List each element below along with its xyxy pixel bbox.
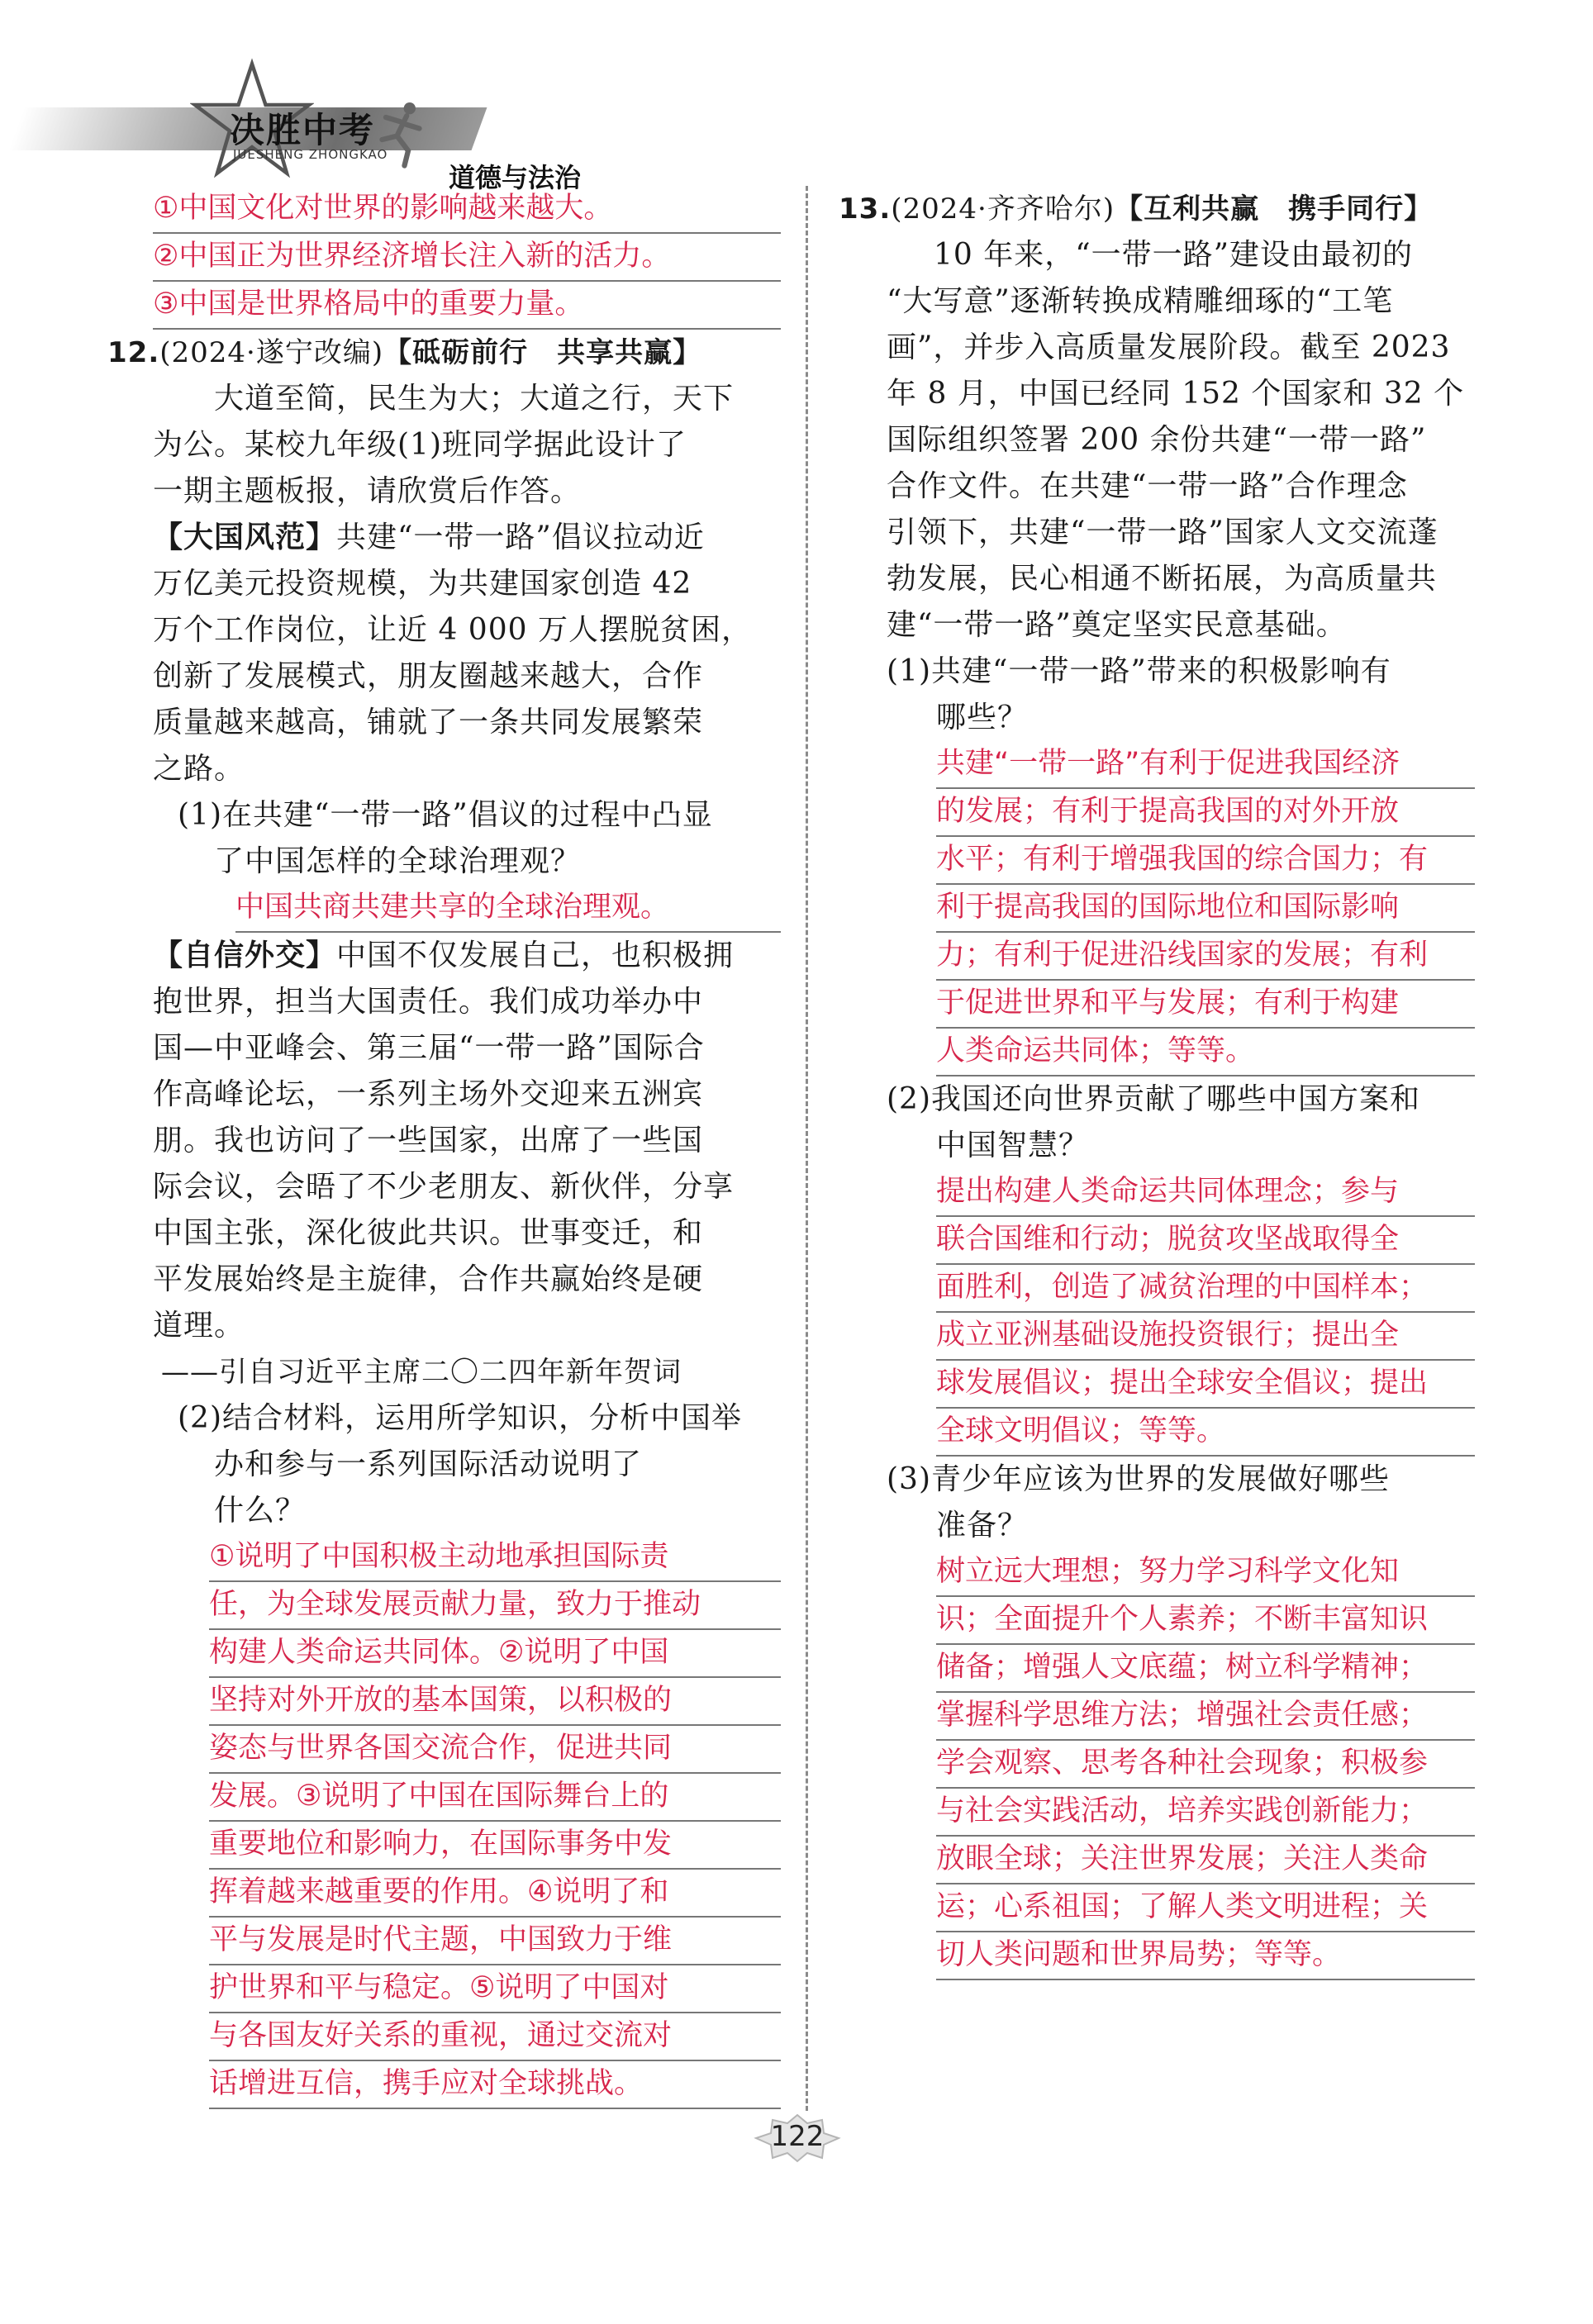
section-line: 万个工作岗位，让近 4 000 万人摆脱贫困， <box>153 613 752 647</box>
sub-question: 了中国怎样的全球治理观？ <box>214 844 582 878</box>
section-line: 万亿美元投资规模，为共建国家创造 42 <box>153 567 692 601</box>
answer-line: 识；全面提升个人素养；不断丰富知识 <box>936 1597 1475 1645</box>
section-text: 共建“一带一路”倡议拉动近 <box>336 520 705 554</box>
answer-line: 全球文明倡议；等等。 <box>936 1409 1475 1457</box>
answer-line: 树立远大理想；努力学习科学文化知 <box>936 1549 1475 1597</box>
answer-line: 发展。③说明了中国在国际舞台上的 <box>209 1774 781 1822</box>
intro-line: 建“一带一路”奠定坚实民意基础。 <box>887 608 1347 642</box>
answer-line: ①中国文化对世界的影响越来越大。 <box>153 186 781 234</box>
answer-line: 学会观察、思考各种社会现象；积极参 <box>936 1741 1475 1789</box>
brand-title: 决胜中考 <box>230 110 376 150</box>
citation: ——引自习近平主席二〇二四年新年贺词 <box>161 1356 682 1389</box>
intro-line: 引领下，共建“一带一路”国家人文交流蓬 <box>887 516 1438 549</box>
section-line: 创新了发展模式，朋友圈越来越大，合作 <box>153 659 704 693</box>
answer-line: 平与发展是时代主题，中国致力于维 <box>209 1918 781 1965</box>
section-line: 中国主张，深化彼此共识。世事变迁，和 <box>153 1216 704 1250</box>
question-13-title <box>839 186 1475 232</box>
sub-question: (2)结合材料，运用所学知识，分析中国举 <box>178 1401 742 1435</box>
section-tag: 【大国风范】 <box>153 520 337 554</box>
section-text: 中国不仅发展自己，也积极拥 <box>336 939 735 972</box>
answer-line: 话增进互信，携手应对全球挑战。 <box>209 2061 781 2109</box>
answer-line: 联合国维和行动；脱贫攻坚战取得全 <box>936 1217 1475 1265</box>
section-line <box>153 515 781 561</box>
intro-line: 合作文件。在共建“一带一路”合作理念 <box>887 469 1408 503</box>
page-header <box>0 50 1593 193</box>
runner-icon <box>364 95 438 169</box>
brand-pinyin: JUESHENG ZHONGKAO <box>233 147 388 162</box>
intro-line: 大道至简，民生为大；大道之行，天下 <box>214 382 735 416</box>
question-theme: 【互利共赢 携手同行】 <box>1115 192 1434 226</box>
section-tag: 【自信外交】 <box>153 939 337 972</box>
sub-question: 办和参与一系列国际活动说明了 <box>214 1447 643 1481</box>
answer-line: 姿态与世界各国交流合作，促进共同 <box>209 1726 781 1774</box>
section-line: 平发展始终是主旋律，合作共赢始终是硬 <box>153 1262 704 1296</box>
section-line: 质量越来越高，铺就了一条共同发展繁荣 <box>153 706 704 739</box>
answer-line: 利于提高我国的国际地位和国际影响 <box>936 885 1475 933</box>
answer-line: 掌握科学思维方法；增强社会责任感； <box>936 1693 1475 1741</box>
question-source: (2024·遂宁改编) <box>159 336 384 369</box>
intro-line: 勃发展，民心相通不断拓展，为高质量共 <box>887 562 1438 596</box>
sub-question: 准备？ <box>936 1509 1029 1542</box>
answer-line: ②中国正为世界经济增长注入新的活力。 <box>153 234 781 282</box>
sub-question: (3)青少年应该为世界的发展做好哪些 <box>887 1462 1390 1496</box>
column-divider <box>806 186 808 2111</box>
question-12-title <box>107 330 781 376</box>
intro-line: 一期主题板报，请欣赏后作答。 <box>153 474 582 508</box>
answer-line: 的发展；有利于提高我国的对外开放 <box>936 789 1475 837</box>
answer-line: 球发展倡议；提出全球安全倡议；提出 <box>936 1361 1475 1409</box>
question-number: 12. <box>107 336 160 369</box>
answer-line: 与各国友好关系的重视，通过交流对 <box>209 2013 781 2061</box>
subject-title: 道德与法治 <box>449 162 582 193</box>
sub-question: 中国智慧？ <box>936 1129 1090 1162</box>
section-line: 国—中亚峰会、第三届“一带一路”国际合 <box>153 1031 705 1065</box>
answer-line: 与社会实践活动，培养实践创新能力； <box>936 1789 1475 1837</box>
sub-question: 哪些？ <box>936 701 1029 734</box>
intro-line: 10 年来，“一带一路”建设由最初的 <box>934 238 1414 272</box>
intro-line: 国际组织签署 200 余份共建“一带一路” <box>887 423 1427 457</box>
section-line: 作高峰论坛，一系列主场外交迎来五洲宾 <box>153 1077 704 1111</box>
section-line: 抱世界，担当大国责任。我们成功举办中 <box>153 985 704 1019</box>
answer-line: ③中国是世界格局中的重要力量。 <box>153 282 781 330</box>
page-number <box>748 2113 847 2163</box>
answer-line: 坚持对外开放的基本国策，以积极的 <box>209 1678 781 1726</box>
answer-line: 水平；有利于增强我国的综合国力；有 <box>936 837 1475 885</box>
answer-line: 力；有利于促进沿线国家的发展；有利 <box>936 933 1475 981</box>
intro-line: 年 8 月，中国已经同 152 个国家和 32 个 <box>887 377 1465 411</box>
answer-line: 中国共商共建共享的全球治理观。 <box>235 885 781 933</box>
answer-line: 挥着越来越重要的作用。④说明了和 <box>209 1870 781 1918</box>
section-line: 际会议，会晤了不少老朋友、新伙伴，分享 <box>153 1170 735 1204</box>
sub-question: 什么？ <box>214 1494 307 1528</box>
intro-line: 画”，并步入高质量发展阶段。截至 2023 <box>887 330 1451 364</box>
question-source: (2024·齐齐哈尔) <box>891 192 1115 226</box>
answer-line: 共建“一带一路”有利于促进我国经济 <box>936 741 1475 789</box>
sub-question: (1)共建“一带一路”带来的积极影响有 <box>887 654 1391 688</box>
answer-line: 成立亚洲基础设施投资银行；提出全 <box>936 1313 1475 1361</box>
answer-line: 放眼全球；关注世界发展；关注人类命 <box>936 1837 1475 1884</box>
answer-line: ①说明了中国积极主动地承担国际责 <box>209 1534 781 1582</box>
intro-line: “大写意”逐渐转换成精雕细琢的“工笔 <box>887 284 1394 318</box>
page-number-text: 122 <box>770 2120 825 2153</box>
section-line: 朋。我也访问了一些国家，出席了一些国 <box>153 1124 704 1157</box>
right-column <box>839 186 1475 1980</box>
question-number: 13. <box>839 192 892 226</box>
answer-line: 构建人类命运共同体。②说明了中国 <box>209 1630 781 1678</box>
sub-question: (1)在共建“一带一路”倡议的过程中凸显 <box>178 798 713 832</box>
answer-line: 护世界和平与稳定。⑤说明了中国对 <box>209 1965 781 2013</box>
left-column <box>107 186 781 2109</box>
answer-line: 储备；增强人文底蕴；树立科学精神； <box>936 1645 1475 1693</box>
answer-line: 任，为全球发展贡献力量，致力于推动 <box>209 1582 781 1630</box>
answer-line: 切人类问题和世界局势；等等。 <box>936 1932 1475 1980</box>
section-line: 道理。 <box>153 1309 245 1343</box>
section-line <box>153 933 781 979</box>
intro-line: 为公。某校九年级(1)班同学据此设计了 <box>153 428 687 462</box>
question-theme: 【砥砺前行 共享共赢】 <box>383 336 702 369</box>
answer-line: 于促进世界和平与发展；有利于构建 <box>936 981 1475 1029</box>
answer-line: 运；心系祖国；了解人类文明进程；关 <box>936 1884 1475 1932</box>
answer-line: 提出构建人类命运共同体理念；参与 <box>936 1169 1475 1217</box>
answer-line: 重要地位和影响力，在国际事务中发 <box>209 1822 781 1870</box>
answer-line: 面胜利，创造了减贫治理的中国样本； <box>936 1265 1475 1313</box>
sub-question: (2)我国还向世界贡献了哪些中国方案和 <box>887 1082 1420 1116</box>
section-line: 之路。 <box>153 752 245 786</box>
answer-line: 人类命运共同体；等等。 <box>936 1029 1475 1076</box>
